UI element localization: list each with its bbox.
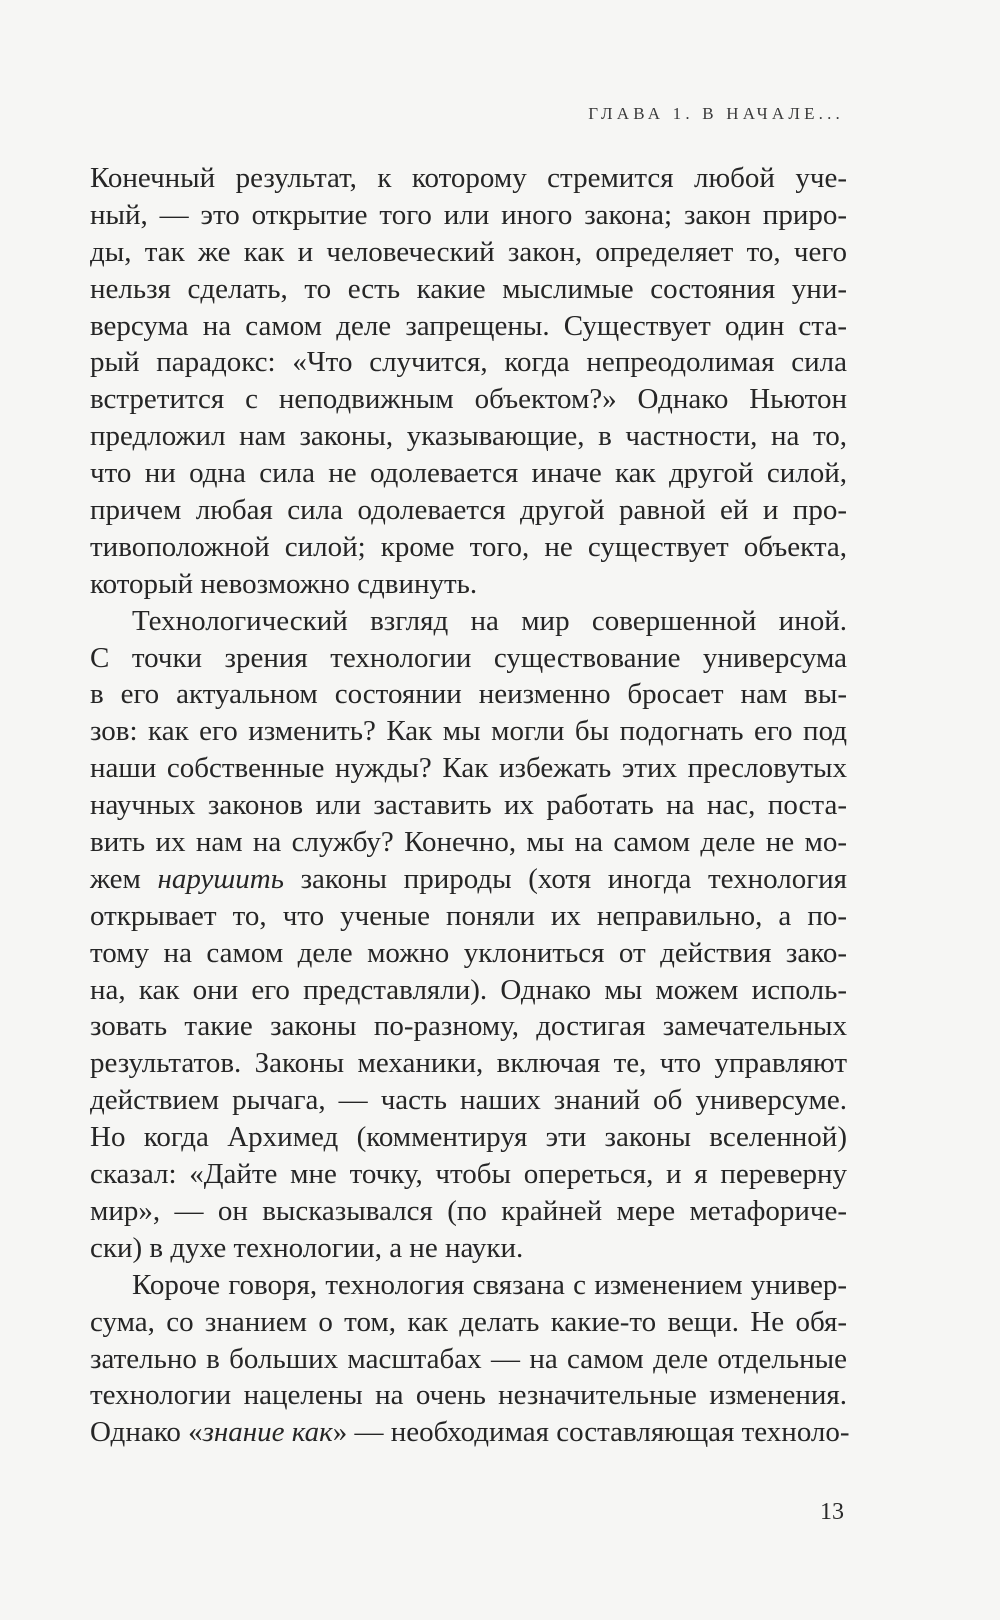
text-line: который невозможно сдвинуть.	[90, 567, 478, 600]
body-text	[90, 160, 850, 1451]
text-line: зательно в больших масштабах — на самом деле отдельные	[90, 1342, 847, 1375]
text-line: версума на самом деле запрещены. Существует один ста-	[90, 309, 847, 342]
text-line: встретится с неподвижным объектом?» Однако Ньютон	[90, 383, 847, 416]
text-line: нельзя сделать, то есть какие мыслимые состояния уни-	[90, 272, 847, 305]
text-line: зовать такие законы по-разному, достигая замечательных	[90, 1010, 847, 1043]
text-line: сума, со знанием о том, как делать какие-то вещи. Не обя-	[90, 1305, 847, 1338]
emphasis: нарушить	[157, 862, 284, 895]
text-line: действием рычага, — часть наших знаний об универсуме.	[90, 1084, 847, 1117]
text-line: тому на самом деле можно уклониться от действия зако-	[90, 936, 847, 969]
text-line: технологии нацелены на очень незначительные изменения.	[90, 1379, 847, 1412]
text-line: наши собственные нужды? Как избежать этих пресловутых	[90, 752, 847, 785]
page-number: 13	[820, 1499, 844, 1525]
text-line: на, как они его представляли). Однако мы можем исполь-	[90, 973, 847, 1006]
paragraph	[90, 603, 847, 1267]
running-head: ГЛАВА 1. В НАЧАЛЕ...	[588, 104, 844, 123]
text-line: С точки зрения технологии существование универсума	[90, 641, 847, 674]
emphasis: знание как	[202, 1416, 333, 1449]
text-line: результатов. Законы механики, включая те, что управляют	[90, 1047, 847, 1080]
text-line: что ни одна сила не одолевается иначе как другой силой,	[90, 457, 847, 490]
text-line: вить их нам на службу? Конечно, мы на самом деле не мо-	[90, 826, 847, 859]
text-line: предложил нам законы, указывающие, в частности, на то,	[90, 420, 847, 453]
text-line: сказал: «Дайте мне точку, чтобы опереться, и я переверну	[90, 1158, 847, 1191]
text-line: Однако «знание как» — необходимая составляющая техноло-	[90, 1416, 850, 1449]
text-line: мир», — он высказывался (по крайней мере метафориче-	[90, 1194, 847, 1227]
text-line: тивоположной силой; кроме того, не существует объекта,	[90, 530, 847, 563]
text-line: Но когда Архимед (комментируя эти законы вселенной)	[90, 1121, 847, 1154]
paragraph	[90, 160, 847, 603]
text-line: Короче говоря, технология связана с изменением универ-	[132, 1268, 847, 1301]
text-line: зов: как его изменить? Как мы могли бы подогнать его под	[90, 715, 847, 748]
text-line: научных законов или заставить их работать на нас, поста-	[90, 789, 847, 822]
text-line: рый парадокс: «Что случится, когда непреодолимая сила	[90, 346, 847, 379]
text-line: причем любая сила одолевается другой равной ей и про-	[90, 494, 847, 527]
text-line: Конечный результат, к которому стремится любой уче-	[90, 162, 847, 194]
text-line: ды, так же как и человеческий закон, определяет то, чего	[90, 235, 847, 268]
text-line: ный, — это открытие того или иного закона; закон приро-	[90, 198, 847, 231]
paragraph	[90, 1267, 850, 1451]
text-line: в его актуальном состоянии неизменно бросает нам вы-	[90, 678, 847, 711]
text-line: ски) в духе технологии, а не науки.	[90, 1231, 524, 1264]
text-line: открывает то, что ученые поняли их неправильно, а по-	[90, 899, 847, 932]
text-line: Технологический взгляд на мир совершенной иной.	[132, 604, 847, 637]
text-line: жем нарушить законы природы (хотя иногда технология	[90, 862, 847, 895]
